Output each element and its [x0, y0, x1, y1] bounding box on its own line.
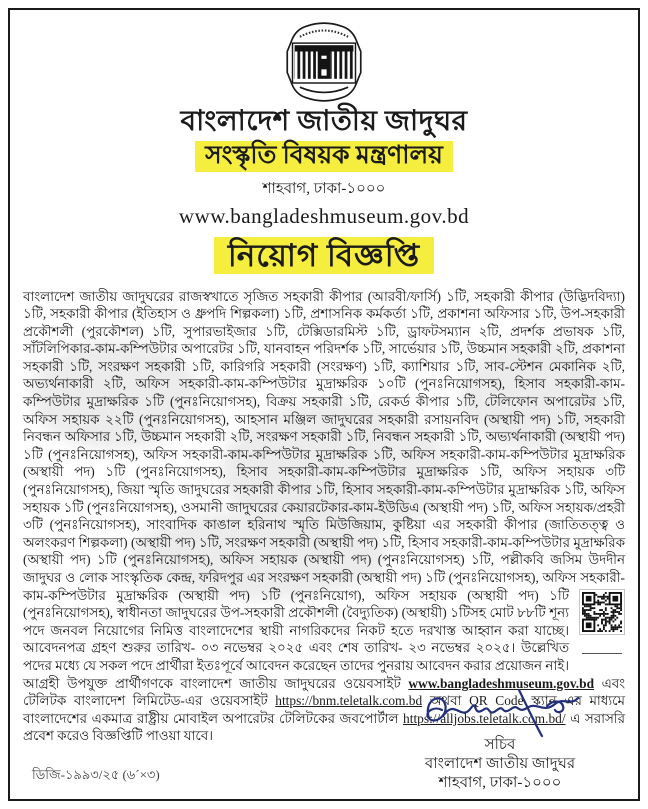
body-text: এবং টেলিটক বাংলাদেশ লিমিটেড-এর ওয়েবসাইট: [23, 675, 625, 709]
document-header: [10, 10, 638, 274]
document-border: [8, 8, 640, 801]
body-text: এ সরাসরি প্রবেশ করেও বিজ্ঞপ্তিটি পাওয়া যাবে।: [23, 710, 625, 744]
body-link[interactable]: www.bangladeshmuseum.gov.bd: [408, 675, 595, 691]
body-link[interactable]: https://alljobs.teletalk.com.bd/: [403, 710, 566, 726]
body-text: অথবা QR Code স্ক্যান এর মাধ্যমে বাংলাদেশের একমাত্র রাষ্ট্রীয় মোবাইল অপারেটর টেলিটকের জবপোর্টাল: [23, 693, 625, 726]
notice-body: [23, 288, 625, 745]
qr-code: [579, 589, 625, 635]
signatory-address: শাহবাগ, ঢাকা-১০০০: [438, 775, 562, 791]
signature-block: [380, 684, 620, 793]
qr-float: [579, 589, 625, 655]
signatory-title: সচিব: [484, 737, 516, 753]
notice-title: নিয়োগ বিজ্ঞপ্তি: [214, 237, 434, 274]
body-text: সহকারী-কাম-কম্পিউটার মুদ্রাক্ষরিক (অস্থায়ী পদ) ১টি (পুনঃনিয়োগ), অফিস সহায়ক (অস্থায়ী পদ) ১টি (পুনঃনিয়োগসহ), স্বাধীনতা জাদুঘরের উপ-সহকারী প্রকৌশলী (বৈদ্যুতিক) (অস্থায়ী) ১টিসহ মোট ৮৮টি শূন্য পদে জনবল নিয়োগের নিমিত্ত বাংলাদেশের স্থায়ী নাগরিকদের নিকট হতে দরখাস্ত আহ্বান করা যাচ্ছে। আবেদনপত্র গ্রহণ শুরুর তারিখ- ০৩ নভেম্বর ২০২৫ এবং শেষ তারিখ- ২৩ নভেম্বর ২০২৫। উল্লেখিত পদের মধ্যে যে সকল পদে প্রার্থীরা ইতঃপূর্বে আবেদন করেছেন তাদের পুনরায় আবেদন করার প্রয়োজন নাই। আগ্রহী উপযুক্ত প্রার্থীগণকে বাংলাদেশ জাতীয় জাদুঘরের ওয়েবসাইট: [23, 570, 625, 691]
ministry-name: সংস্কৃতি বিষয়ক মন্ত্রণালয়: [195, 141, 453, 172]
qr-divider: [582, 653, 622, 654]
header-website: www.bangladeshmuseum.gov.bd: [178, 203, 470, 228]
organization-name: বাংলাদেশ জাতীয় জাদুঘর: [180, 106, 468, 137]
header-address: শাহবাগ, ঢাকা-১০০০: [262, 180, 386, 197]
print-reference: ডিজি-১৯৯৩/২৫ (৬´×৩): [32, 767, 160, 782]
body-link[interactable]: https://bnm.teletalk.com.bd: [275, 693, 423, 709]
museum-logo-icon: [283, 20, 365, 104]
signature-icon: [415, 684, 585, 742]
body-text: বাংলাদেশ জাতীয় জাদুঘরের রাজস্বখাতে সৃজিত সহকারী কীপার (আরবী/ফার্সি) ১টি, সহকারী কীপার (উদ্ভিদবিদ্যা) ১টি, সহকারী কীপার (ইতিহাস ও ধ্রুপদি শিল্পকলা) ১টি, প্রশাসনিক কর্মকর্তা ১টি, প্রকাশনা অফিসার ১টি, উপ-সহকারী প্রকৌশলী (পুরকৌশল) ১টি, সুপারভাইজার ১টি, টেক্সিডারমিস্ট ১টি, ড্রাফটসম্যান ২টি, প্রদর্শক প্রভাষক ১টি, সাঁটলিপিকার-কাম-কম্পিউটার অপারেটর ১টি, যানবাহন পরিদর্শক ১টি, সার্ভেয়ার ১টি, উচ্চমান সহকারী ২টি, প্রকাশনা সহকারী ১টি, সংরক্ষণ সহকারী ১টি, কারিগরি সহকারী (সংরক্ষণ) ১টি, ক্যাশিয়ার ১টি, সাব-স্টেশন মেকানিক ২টি, অভ্যর্থনাকারী ২টি, অফিস সহকারী-কাম-কম্পিউটার মুদ্রাক্ষরিক ১০টি (পুনঃনিয়োগসহ), হিসাব সহকারী-কাম-কম্পিউটার মুদ্রাক্ষরিক ১টি (পুনঃনিয়োগসহ), বিক্রয় সহকারী ১টি, রেকর্ড কীপার ১টি, টেলিফোন অপারেটর ১টি, অফিস সহায়ক ২২টি (পুনঃনিয়োগসহ), আহসান মঞ্জিল জাদুঘরের সহকারী রসায়নবিদ (অস্থায়ী পদ) ১টি, সহকারী নিবন্ধন অফিসার ১টি, উচ্চমান সহকারী ২টি, সংরক্ষণ সহকারী ১টি, নিবন্ধন সহকারী ১টি, অভ্যর্থনাকারী (অস্থায়ী পদ) ১টি (পুনঃনিয়োগসহ), অফিস সহকারী-কাম-কম্পিউটার মুদ্রাক্ষরিক ১টি, অফিস সহকারী-কাম-কম্পিউটার মুদ্রাক্ষরিক (অস্থায়ী পদ) ১টি (পুনঃনিয়োগসহ), হিসাব সহকারী-কাম-কম্পিউটার মুদ্রাক্ষরিক ১টি, অফিস সহায়ক ৩টি (পুনঃনিয়োগসহ), জিয়া স্মৃতি জাদুঘরের সহকারী কীপার ১টি, হিসাব সহকারী-কাম-কম্পিউটার মুদ্রাক্ষরিক ১টি, অফিস সহায়ক ১টি (পুনঃনিয়োগসহ), ওসমানী জাদুঘরের কেয়ারটেকার-কাম-ইউডিএ (অস্থায়ী পদ) ১টি, অফিস সহায়ক/প্রহরী ৩টি (পুনঃনিয়োগসহ), সাংবাদিক কাঙাল হরিনাথ স্মৃতি মিউজিয়াম, কুষ্টিয়া এর সহকারী কীপার (জাতিতত্ত্ব ও অলংকরণ শিল্পকলা) (অস্থায়ী পদ) ১টি, সংরক্ষণ সহকারী (অস্থায়ী পদ) ১টি, হিসাব সহকারী-কাম-কম্পিউটার মুদ্রাক্ষরিক (অস্থায়ী পদ) ১টি (পুনঃনিয়োগসহ), অফিস সহায়ক (অস্থায়ী পদ) (পুনঃনিয়োগসহ) ১টি, পল্লীকবি জসিম উদদীন জাদুঘর ও লোক সাংস্কৃতিক কেন্দ্র, ফরিদপুর এর সংরক্ষণ সহকারী (অস্থায়ী পদ) ১টি (পুনঃনিয়োগসহ), অফিস: [23, 288, 625, 586]
signatory-org: বাংলাদেশ জাতীয় জাদুঘর: [424, 756, 576, 772]
